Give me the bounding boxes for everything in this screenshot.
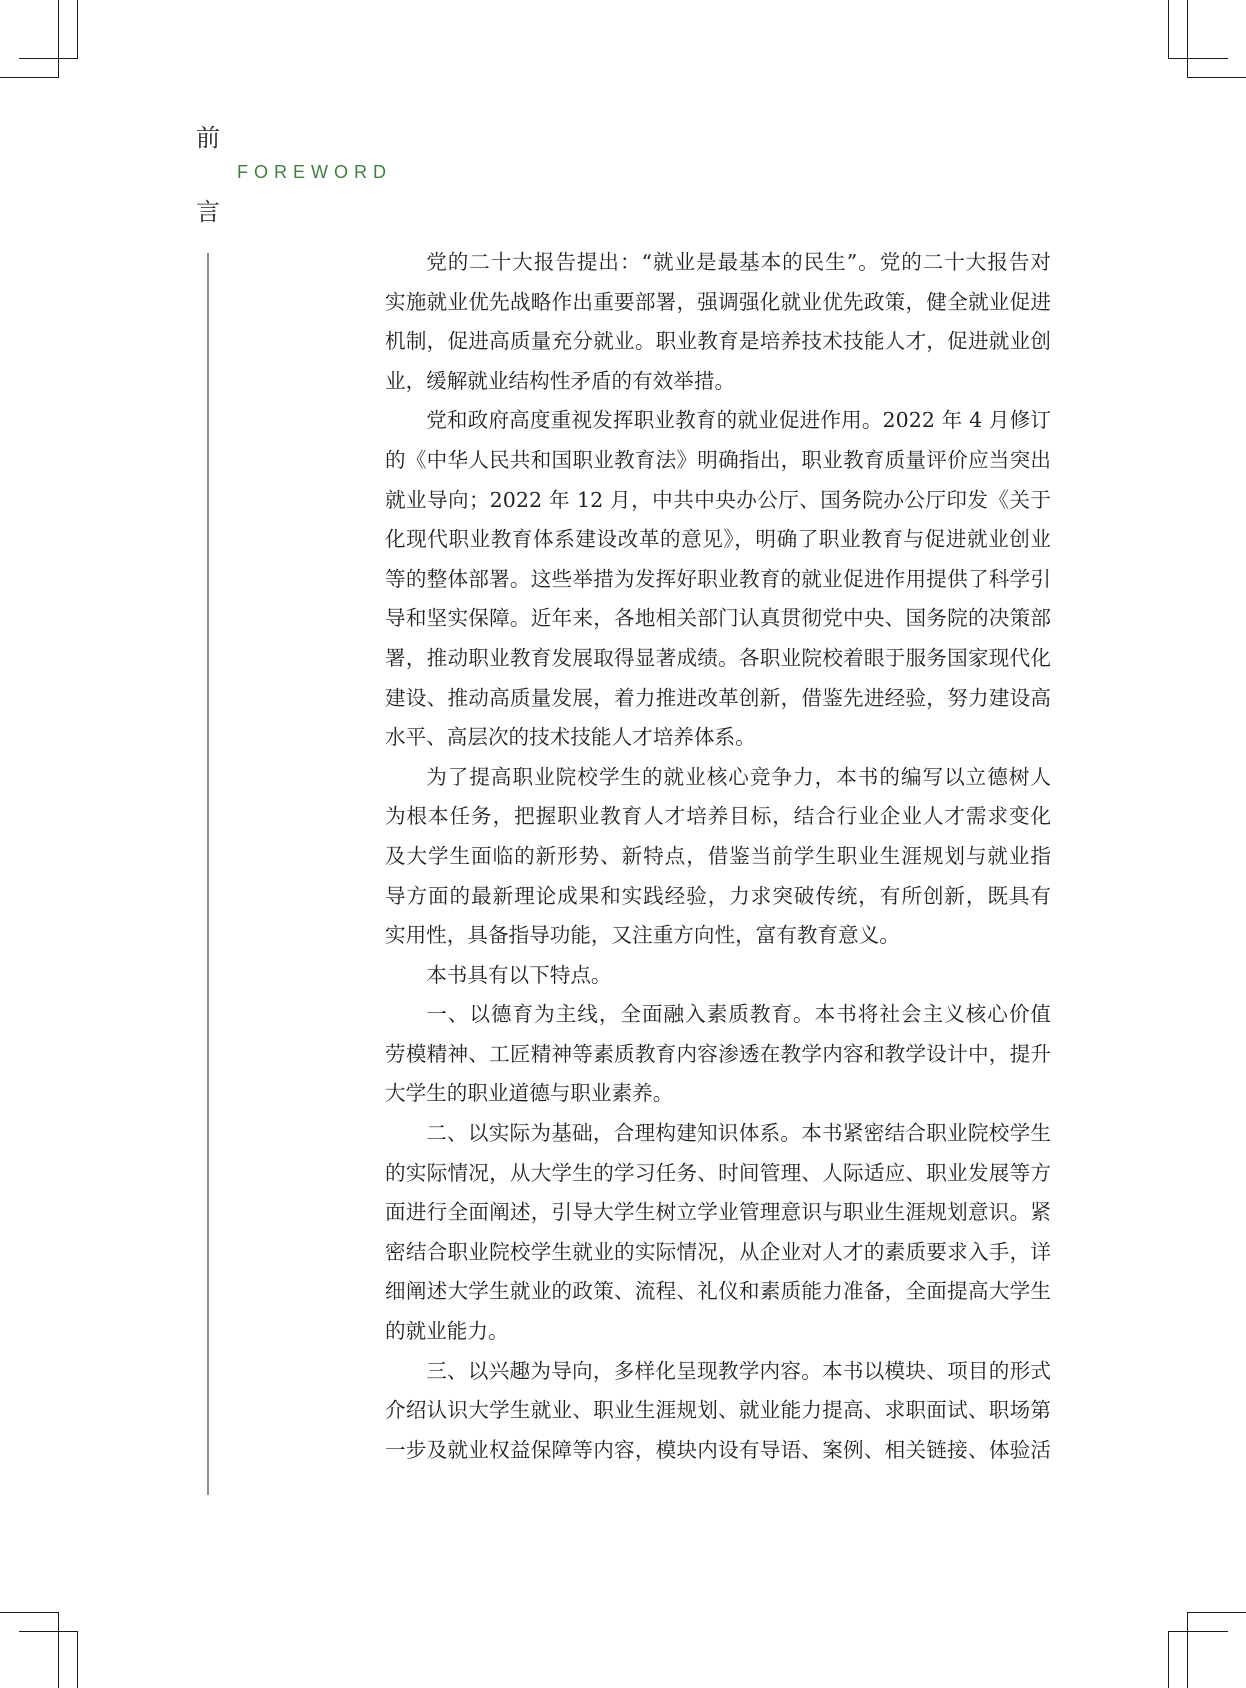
heading-char-top: 前 <box>196 124 220 152</box>
crop-mark <box>77 0 78 59</box>
crop-mark <box>1187 1612 1246 1613</box>
text-line: 化现代职业教育体系建设改革的意见》，明确了职业教育与促进就业创业 <box>385 527 1051 552</box>
text-line: 水平、高层次的技术技能人才培养体系。 <box>385 725 756 750</box>
body-paragraph <box>385 243 1051 401</box>
body-paragraph <box>385 1114 1051 1352</box>
crop-mark <box>19 1631 78 1632</box>
text-line: 二、以实际为基础，合理构建知识体系。本书紧密结合职业院校学生 <box>426 1121 1051 1146</box>
text-line: 就业导向；2022 年 12 月，中共中央办公厅、国务院办公厅印发《关于 <box>385 487 1051 512</box>
text-line: 的实际情况，从大学生的学习任务、时间管理、人际适应、职业发展等方 <box>385 1160 1051 1185</box>
crop-mark <box>58 0 59 78</box>
text-line: 导和坚实保障。近年来，各地相关部门认真贯彻党中央、国务院的决策部 <box>385 606 1051 631</box>
crop-mark <box>58 1612 59 1688</box>
text-line: 的《中华人民共和国职业教育法》明确指出，职业教育质量评价应当突出 <box>385 447 1051 472</box>
text-line: 建设、推动高质量发展，着力推进改革创新，借鉴先进经验，努力建设高 <box>385 685 1051 710</box>
text-line: 细阐述大学生就业的政策、流程、礼仪和素质能力准备，全面提高大学生 <box>385 1279 1051 1304</box>
crop-mark <box>1168 58 1228 59</box>
crop-mark <box>1168 1631 1228 1632</box>
text-line: 的就业能力。 <box>385 1319 509 1344</box>
crop-mark <box>1187 0 1188 78</box>
text-line: 一、以德育为主线，全面融入素质教育。本书将社会主义核心价值 <box>426 1002 1051 1027</box>
text-line: 本书具有以下特点。 <box>426 962 612 987</box>
heading-char-bottom: 言 <box>196 198 220 226</box>
text-line: 劳模精神、工匠精神等素质教育内容渗透在教学内容和教学设计中，提升 <box>385 1041 1051 1066</box>
text-line: 实施就业优先战略作出重要部署，强调强化就业优先政策，健全就业促进 <box>385 289 1051 314</box>
text-line: 密结合职业院校学生就业的实际情况，从企业对人才的素质要求入手，详 <box>385 1239 1051 1264</box>
text-line: 一步及就业权益保障等内容，模块内设有导语、案例、相关链接、体验活 <box>385 1437 1051 1462</box>
text-line: 党和政府高度重视发挥职业教育的就业促进作用。2022 年 4 月修订 <box>426 408 1051 433</box>
crop-mark <box>19 58 78 59</box>
vertical-rule <box>207 253 209 1495</box>
body-paragraph <box>385 758 1051 956</box>
text-line: 业，缓解就业结构性矛盾的有效举措。 <box>385 368 736 393</box>
text-line: 三、以兴趣为导向，多样化呈现教学内容。本书以模块、项目的形式 <box>426 1358 1051 1383</box>
text-line: 导方面的最新理论成果和实践经验，力求突破传统，有所创新，既具有 <box>385 883 1051 908</box>
body-paragraph <box>385 1352 1051 1471</box>
crop-mark <box>1187 77 1246 78</box>
heading-english: FOREWORD <box>237 162 392 182</box>
crop-mark <box>1168 0 1169 59</box>
crop-mark <box>0 77 59 78</box>
text-line: 等的整体部署。这些举措为发挥好职业教育的就业促进作用提供了科学引 <box>385 566 1051 591</box>
text-line: 面进行全面阐述，引导大学生树立学业管理意识与职业生涯规划意识。紧 <box>385 1200 1051 1225</box>
text-line: 机制，促进高质量充分就业。职业教育是培养技术技能人才，促进就业创 <box>385 329 1051 354</box>
text-line: 大学生的职业道德与职业素养。 <box>385 1081 674 1106</box>
text-line: 及大学生面临的新形势、新特点，借鉴当前学生职业生涯规划与就业指 <box>385 843 1051 868</box>
foreword-body <box>385 243 1051 1470</box>
text-line: 为了提高职业院校学生的就业核心竞争力，本书的编写以立德树人 <box>426 764 1051 789</box>
text-line: 实用性，具备指导功能，又注重方向性，富有教育意义。 <box>385 923 900 948</box>
text-line: 署，推动职业教育发展取得显著成绩。各职业院校着眼于服务国家现代化 <box>385 645 1051 670</box>
crop-mark <box>77 1631 78 1688</box>
crop-mark <box>1187 1612 1188 1688</box>
body-paragraph <box>385 956 1051 996</box>
text-line: 党的二十大报告提出：“就业是最基本的民生”。党的二十大报告对 <box>426 250 1051 274</box>
text-line: 为根本任务，把握职业教育人才培养目标，结合行业企业人才需求变化 <box>385 804 1051 829</box>
text-line: 介绍认识大学生就业、职业生涯规划、就业能力提高、求职面试、职场第 <box>385 1398 1051 1423</box>
body-paragraph <box>385 401 1051 757</box>
crop-mark <box>0 1612 59 1613</box>
body-paragraph <box>385 995 1051 1114</box>
crop-mark <box>1168 1631 1169 1688</box>
